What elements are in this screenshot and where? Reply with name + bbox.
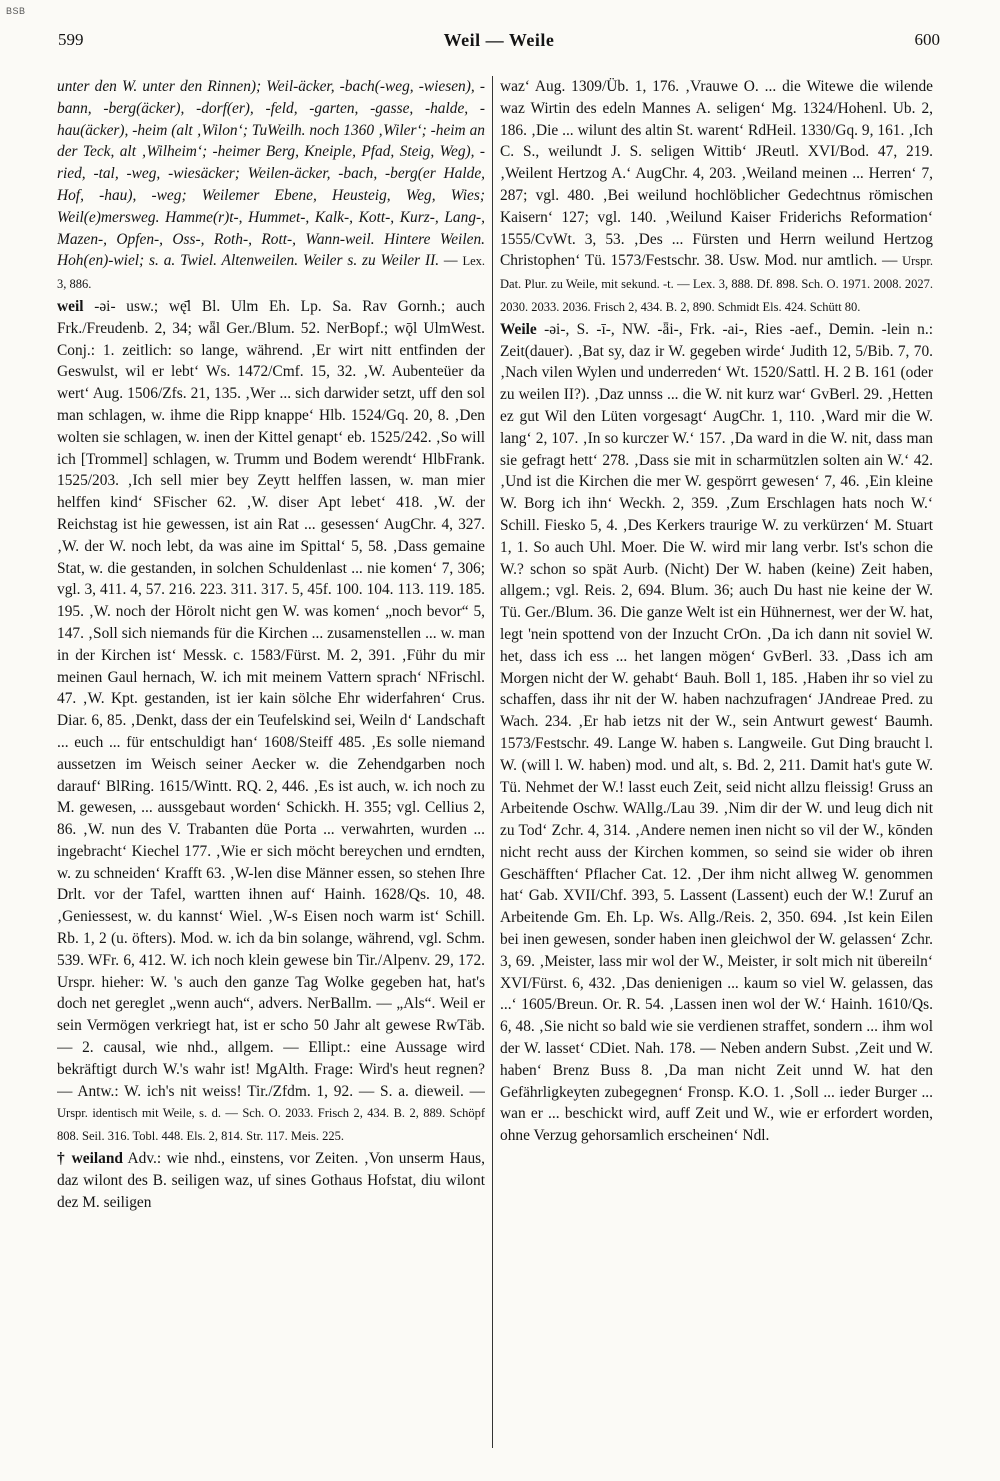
entry-weiland-continued-body: waz‘ Aug. 1309/Üb. 1, 176. ‚Vrauwe O. ... die Witewe die wilende waz Wirtin des edeln Mannes A. seligen‘ Mg. 1324/Hohenl. Ub. 2, 186. ‚Die ... wilunt des altin St. warent‘ RdHeil. 1330/Gq. 9, 161. ‚Ich C. S., weilundt J. S. seligen Wittib‘ JReutl. XVI/Bod. 47, 219. ‚Weilent Hertzog A.‘ AugChr. 4, 203. ‚Weiland meinen ... Herren‘ 7, 287; vgl. 480. ‚Bei weilund hochlöblicher Gedechtnus römischen Kaisern‘ 127; vgl. 140. ‚Weilund Kaiser Friderichs Reformation‘ 1555/CvWt. 3, 53. ‚Des ... Fürsten und Herrn weilund Hertzog Christophen‘ Tü. 1573/Festschr. 38. Usw. Mod. nur amtlich. —	[500, 78, 933, 270]
entry-weiland-references: Urspr. Dat. Plur. zu Weile, mit sekund. -t. — Lex. 3, 888. Df. 898. Sch. O. 1971. 2008. 2027. 2030. 2033. 2036. Frisch 2, 434. B. 2, 890. Schmidt Els. 424. Schütt 80.	[500, 254, 933, 314]
compounds-reference: Lex. 3, 886.	[57, 254, 485, 292]
entry-weiland	[57, 1148, 485, 1213]
headword-weile: Weile	[500, 320, 537, 338]
running-header	[58, 30, 940, 60]
entry-weile	[500, 319, 933, 1147]
library-stamp: BSB	[6, 6, 26, 16]
entry-weile-body: -əi-, S. -ī-, NW. -ǟi-, Frk. -ai-, Ries -aef., Demin. -lein n.: Zeit(dauer). ‚Bat sy, daz ir W. gegeben wirde‘ Judith 12, 5/Bib. 7, 70. ‚Nach vilen Wylen und underreden‘ Wt. 1520/Sattl. H. 2 B. 161 (oder zu weilen II?). ‚Daz unnss ... die W. nit kurz war‘ GvBerl. 29. ‚Hetten ez gut Wil den Lüten vorgesagt‘ AugChr. 1, 110. ‚Ward mir die W. lang‘ 2, 107. ‚In so kurczer W.‘ 157. ‚Da ward in die W. nit, dass man sie gefragt hett‘ 278. ‚Dass sie mit in scharmützlen solten ain W.‘ 42. ‚Und ist die Kirchen die mer W. gespörrt gewesen‘ 7, 46. ‚Ein kleine W. Borg ich ihn‘ Weckh. 2, 359. ‚Zum Erschlagen hats noch W.‘ Schill. Fiesko 5, 4. ‚Des Kerkers traurige W. zu verkürzen‘ M. Stuart 1, 1. So auch Uhl. Moer. Die W. wird mir lang verbr. Ist's schon die W.? schon so spät Aurb. (Nicht) Der W. haben (keine) Zeit haben, allgem.; vgl. Reis. 2, 694. Blum. 36; auch Du hast nie keine der W. Tü. Ger./Blum. 36. Die ganze Welt ist ein Hühnernest, wer der W. hat, legt 'nein spottend von der Inzucht CrOn. ‚Da ich dann nit soviel W. het, dass ich ess ... het langen mögen‘ GvBerl. 33. ‚Dass ich am Morgen nicht der W. gehabt‘ Bauh. Boll 1, 185. ‚Haben ihr so viel zu schaffen, dass ihr nit der W. haben nachzufragen‘ JAndreae Pred. zu Wach. 234. ‚Er hab ietzs nit der W., sein Antwurt gewest‘ Baumh. 1573/Festschr. 49. Lange W. haben s. Langweile. Gut Ding braucht l. W. (will l. W. haben) mod. und alt, s. Bd. 2, 211. Damit hat's gute W. Tü. Nehmet der W.! lasst euch Zeit, seid nicht allzu fleissig! Gruss an Arbeitende Oschw. WAllg./Lau 39. ‚Nim dir der W. und leug dich nit zu Tod‘ Zchr. 4, 314. ‚Andere nemen inen nicht so vil der W., kōnden nicht recht auss der Kirchen kommen, so seind sie wider ob ihren Geschäfften‘ Pflacher Cat. 12. ‚Der ihm nicht allweg W. genommen hat‘ Gab. XVII/Chf. 393, 5. Lassent (Lassent) euch der W.! Zuruf an Arbeitende Gm. Eh. Lp. Ws. Allg./Reis. 2, 350. 694. ‚Ist kein Eilen bei inen gewesen, sonder haben inen gleichwol der W. gelassen‘ Zchr. 3, 69. ‚Meister, lass mir wol der W., Meister, ir solt mich nit übereiln‘ XVI/Fürst. 6, 432. ‚Das denienigen ... kaum so viel W. gelassen, das ...‘ 1605/Breun. Or. R. 54. ‚Lassen inen wol der W.‘ Hainh. 1610/Qs. 6, 48. ‚Sie nicht so bald wie sie verdienen straffet, sondern ... ihm wol der W. lasset‘ CDiet. Nah. 178. — Neben andern Subst. ‚Zeit und W. haben‘ Brenz Buss 8. ‚Da man nicht Zeit unnd W. hat den Gefährligkeyten zubegegnen‘ Fronsp. K.O. 1. ‚Soll ... ieder Burger ... wan er ... beschickt wird, auff Zeit und W., wie er erfordert worden, ohne Verzug gehorsamlich erscheinen‘ Ndl.	[500, 320, 933, 1145]
page-number-left: 599	[58, 30, 84, 49]
running-title: Weil — Weile	[443, 30, 555, 50]
left-column	[57, 76, 485, 1448]
entry-weiland-continued	[500, 76, 933, 319]
entry-weil-body: -əi- usw.; wę̄l Bl. Ulm Eh. Lp. Sa. Rav Gornh.; auch Frk./Freudenb. 2, 34; wǟl Ger./Blum. 52. NerBopf.; wǭl UlmWest. Conj.: 1. zeitlich: so lange, während. ‚Er wirt nitt entfinden der Geswulst, wil er lebt‘ Ws. 1472/Cmf. 15, 32. ‚W. Aubenteüer da wert‘ Aug. 1506/Zfs. 21, 135. ‚Wer ... sich darwider setzt, uff den sol man schlagen, w. ihme die Ripp knappe‘ Hlb. 1524/Gq. 20, 8. ‚Den wolten sie schlagen, w. inen der Kittel genapt‘ eb. 1525/242. ‚So will ich [Trommel] schlagen, w. Trumm und Bodem werendt‘ HlbFrank. 1525/203. ‚Ich sell mier bey Zeytt helffen lassen, w. man mier helffen kind‘ SFischer 62. ‚W. diser Apt lebet‘ 418. ‚W. der Reichstag ist hie gewessen, ist ain Rat ... gesessen‘ AugChr. 4, 327. ‚W. der W. noch lebt, da was aine im Spittal‘ 5, 58. ‚Dass gemaine Stat, w. die gestanden, in solchen Schuldenlast ... nie komen‘ 7, 306; vgl. 3, 411. 4, 57. 216. 223. 311. 317. 5, 45f. 100. 104. 113. 119. 185. 195. ‚W. noch der Hörolt nicht gen W. was komen‘ „noch bevor“ 5, 147. ‚Soll sich niemands für die Kirchen ... zusamenstellen ... w. man in der Kirchen ist‘ Messk. c. 1583/Fürst. M. 2, 391. ‚Führ du mir meinen Gaul hernach, W. ich mit meinem Vattern sprach‘ NFrischl. 47. ‚W. Kpt. gestanden, ist ier kain sölche Ehr widerfahren‘ Crus. Diar. 6, 85. ‚Denkt, dass der ein Teufelskind sei, Weiln d‘ Landschaft ... euch ... für entschuldigt han‘ 1608/Steiff 485. ‚Es solle niemand aussetzen im Weisch seiner Aecker w. die Zehendgarben noch darauf‘ BlRing. 1615/Wintt. RQ. 2, 446. ‚Es ist auch, w. ich noch zu M. gewesen, ... aussgebaut worden‘ Schickh. H. 355; vgl. Cellius 2, 86. ‚W. nun des V. Trabanten düe Porta ... verwahrten, wurden ... ingebracht‘ Kiechel 177. ‚Wie er sich möcht bereychen und erndten, w. zu schneiden‘ Krafft 63. ‚W-len dise Männer essen, so stehen Ihre Drlt. vor der Tafel, wartten ihnen auf‘ Hainh. 1628/Qs. 10, 48. ‚Geniessest, w. du kannst‘ Wiel. ‚W-s Eisen noch warm ist‘ Schill. Rb. 1, 2 (u. öfters). Mod. w. ich da bin solange, während, vgl. Schm. 539. WFr. 6, 412. W. ich noch klein gewese bin Tir./Alpenv. 29, 172. Urspr. hieher: W. 's auch den ganze Tag Wolke gegeben hat, hat's doch net gereglet „wenn auch“, advers. NerBallm. — „Als“. Weil er sein Vermögen verkriegt hat, ist er scho 50 Jahr alt gewese RwTäb. — 2. causal, wie nhd., allgem. — Ellipt.: eine Aussage wird bekräftigt durch W.'s wahr ist! MgAlth. Frage: Wird's heut regnen? — Antw.: W. ich's nit weiss! Tir./Zfdm. 1, 92. — S. a. dieweil. —	[57, 297, 485, 1100]
entry-weil	[57, 296, 485, 1148]
entry-weil-compounds	[57, 76, 485, 296]
entry-weil-references: Urspr. identisch mit Weile, s. d. — Sch. O. 2033. Frisch 2, 434. B. 2, 889. Schöpf 808. Seil. 316. Tobl. 448. Els. 2, 814. Str. 117. Meis. 225.	[57, 1106, 485, 1144]
headword-weiland: † weiland	[57, 1150, 123, 1168]
entry-weiland-body: Adv.: wie nhd., einstens, vor Zeiten. ‚Von unserm Haus, daz wilont des B. seiligen waz, uf sines Gothaus Hofstat, diu wilont dez M. seiligen	[57, 1150, 485, 1211]
column-divider	[492, 76, 493, 1448]
compounds-text: unter den W. unter den Rinnen); Weil-äcker, -bach(-weg, -wiesen), -bann, -berg(äcker), -dorf(er), -feld, -garten, -gasse, -halde, -hau(äcker), -heim (alt ‚Wilon‘; TuWeilh. noch 1360 ‚Wiler‘; -heim an der Teck, alt ‚Wilheim‘; -heimer Berg, Kneiple, Pfad, Steig, Weg), -ried, -tal, -weg, -wiesäcker; Weilen-äcker, -bach, -berg(er Halde, Hof, -hau), -weg; Weilemer Ebene, Heusteig, Weg, Wies; Weil(e)mersweg. Hamme(r)t-, Hummet-, Kalk-, Kott-, Kurz-, Lang-, Mazen-, Opfen-, Oss-, Roth-, Rott-, Wann-weil. Hintere Weilen. Hoh(en)-wiel; s. a. Twiel. Altenweilen. Weiler s. zu Weiler II. —	[57, 78, 485, 270]
page-number-right: 600	[914, 30, 940, 49]
right-column	[500, 76, 933, 1448]
headword-weil: weil	[57, 297, 84, 315]
